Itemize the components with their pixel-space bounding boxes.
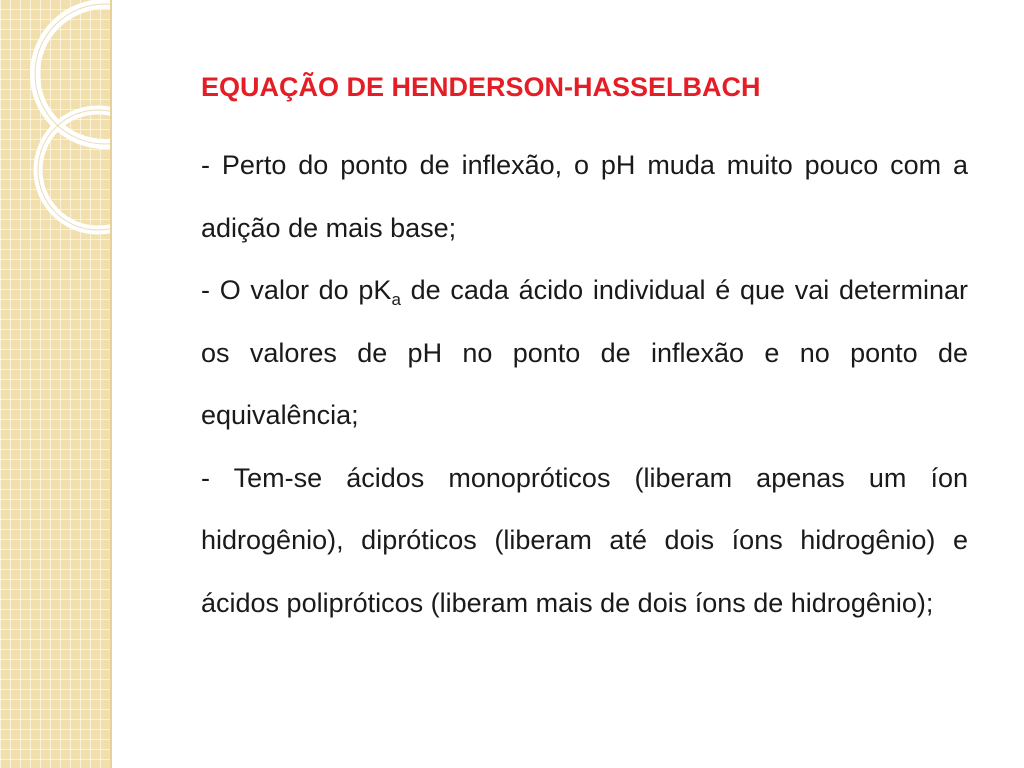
decorative-rings [0,0,112,768]
bullet-pka-end: de cada ácido individual é que vai determinar os valores de pH no ponto de inflexão e no ponto de equivalência; [201,275,968,430]
lower-ring [38,110,112,230]
slide-content [201,62,968,634]
slide-title: EQUAÇÃO DE HENDERSON-HASSELBACH [201,72,761,102]
upper-ring [35,4,112,144]
bullet-pka [201,259,968,447]
bullet-inflection: - Perto do ponto de inflexão, o pH muda muito pouco com a adição de mais base; [201,150,968,243]
decorative-side-band [0,0,112,768]
bullet-pka-start: - O valor do pK [201,275,392,305]
bullet-acid-types: - Tem-se ácidos monopróticos (liberam apenas um íon hidrogênio), dipróticos (liberam até dois íons hidrogênio) e ácidos polipróticos (liberam mais de dois íons de hidrogênio); [201,462,968,618]
pka-subscript: a [391,290,401,309]
